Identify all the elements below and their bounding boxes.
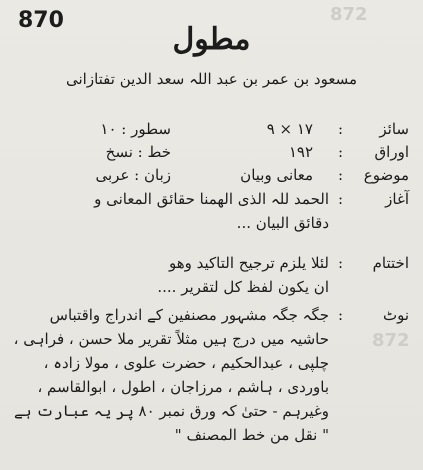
field-label: سائز: [379, 120, 409, 138]
note-text-line: جگہ جگہ مشہور مصنفین کے اندراج واقتباس: [49, 306, 329, 324]
note-text-line: وغیرہم - حتیٰ کہ ورق نمبر ٨٠ پر یہ عبارت ہے: [13, 402, 329, 420]
manuscript-title: مطول: [172, 22, 251, 57]
note-text-line: چلپی ، عبدالحکیم ، حضرت علوی ، مولا زادہ ،: [43, 354, 329, 372]
field-colon: :: [337, 254, 343, 272]
catalog-number: 870: [18, 8, 64, 33]
field-label: اختتام: [372, 254, 409, 272]
folios-value: ١٩٢: [288, 143, 313, 161]
note-text-line: حاشیہ میں درج ہیں مثلاً تقریر ملا حسن ، فراہی ،: [13, 330, 329, 348]
closing-text-line: لئلا یلزم ترجیح التاکید وھو: [168, 254, 329, 272]
field-colon: :: [337, 120, 343, 138]
field-label: نوٹ: [382, 306, 409, 324]
closing-text-line: ان یکون لفظ کل لتقریر ....: [157, 278, 329, 296]
field-label: آغاز: [385, 190, 409, 208]
field-label: اوراق: [374, 143, 409, 161]
language-value: زبان : عربی: [95, 166, 171, 184]
author-line: مسعود بن عمر بن عبد اللہ سعد الدین تفتازانی: [66, 70, 357, 88]
field-label: موضوع: [363, 166, 409, 184]
size-value: ١٧ × ٩: [266, 120, 313, 138]
field-colon: :: [337, 190, 343, 208]
bleed-through-number: 872: [372, 330, 410, 351]
subject-value: معانی وبیان: [240, 166, 313, 184]
opening-row: [16, 190, 409, 240]
note-row: [13, 306, 409, 466]
opening-text-line: الحمد للہ الذی الھمنا حقائق المعانی و: [94, 190, 329, 208]
field-colon: :: [337, 143, 343, 161]
opening-text-line: دقائق البیان ...: [236, 214, 329, 232]
note-text-line: باوردی ، ہاشم ، مرزاجان ، اطول ، ابوالقاسم ،: [37, 378, 329, 396]
closing-row: [16, 254, 409, 304]
lines-value: سطور : ١٠: [100, 120, 171, 138]
bleed-through-number: 872: [330, 4, 368, 25]
script-value: خط : نسخ: [105, 143, 171, 161]
note-text-line: " نقل من خط المصنف ": [174, 426, 329, 444]
field-colon: :: [337, 166, 343, 184]
field-colon: :: [337, 306, 343, 324]
